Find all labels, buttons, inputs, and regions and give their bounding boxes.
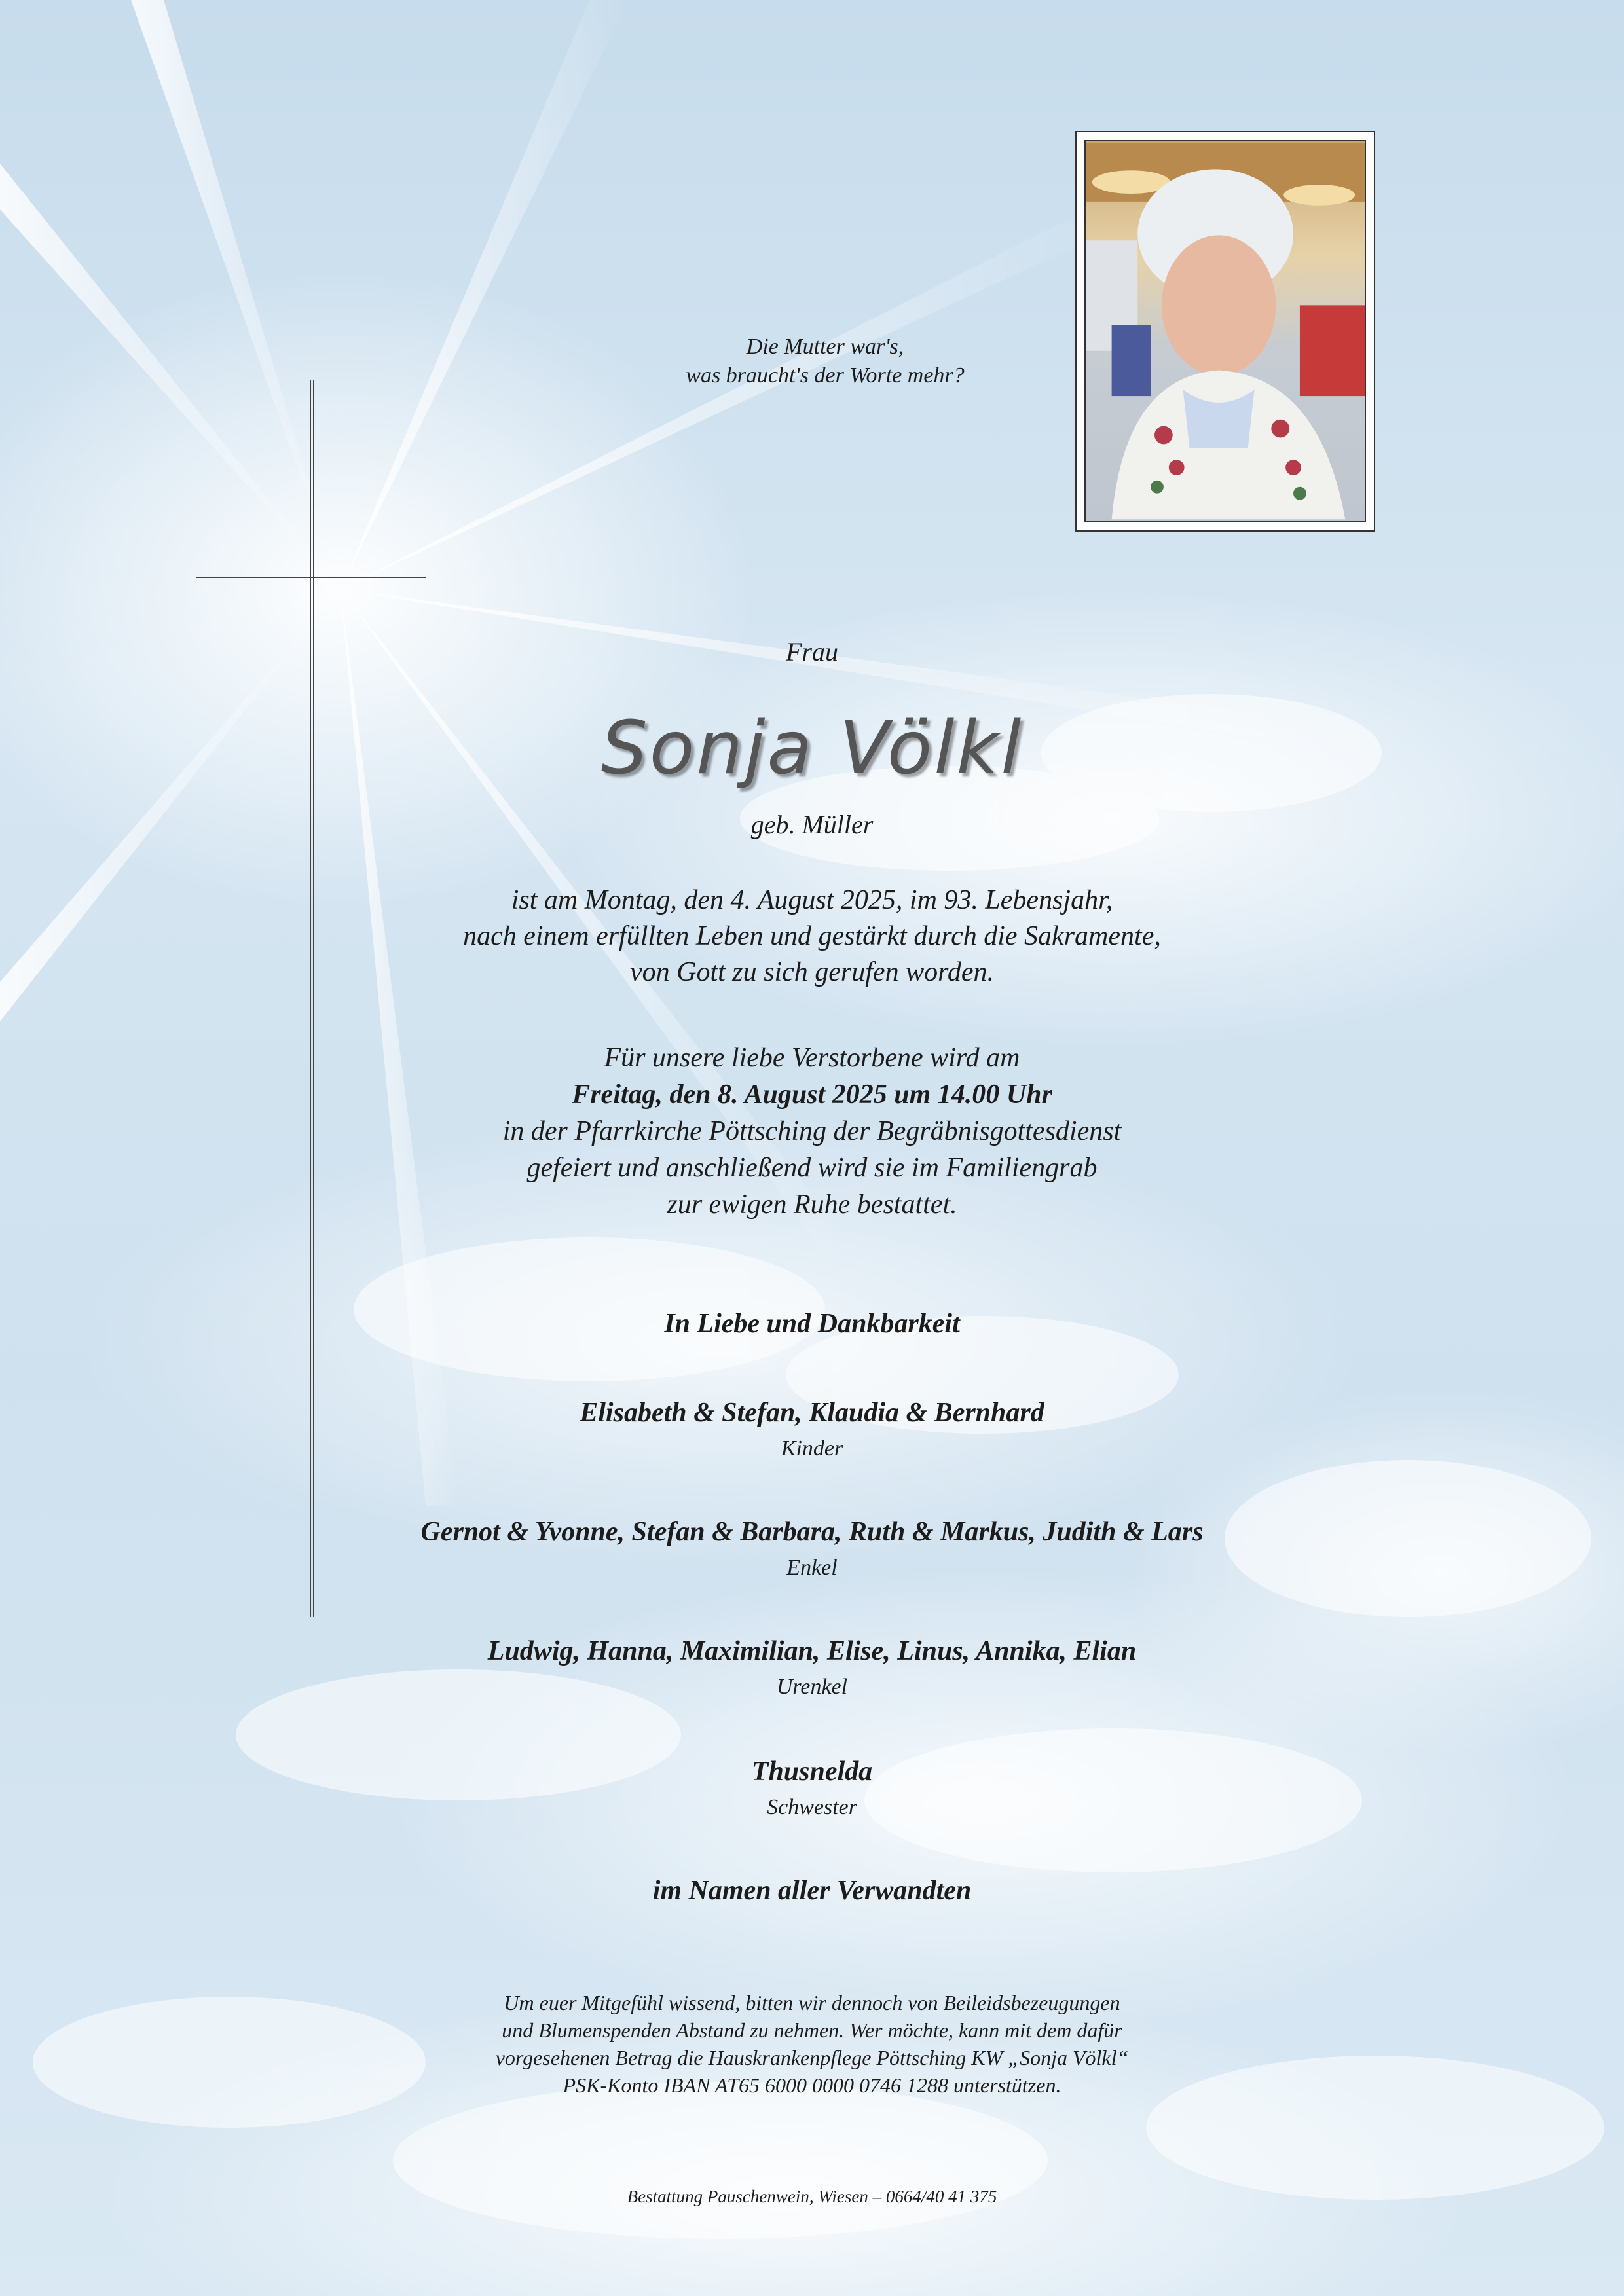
mourner-relation: Urenkel xyxy=(776,1675,848,1699)
gratitude-line: In Liebe und Dankbarkeit xyxy=(664,1309,960,1339)
death-notice xyxy=(0,883,1624,991)
quote-line: was braucht's der Worte mehr? xyxy=(686,363,965,388)
quote-line: Die Mutter war's, xyxy=(746,335,904,359)
undertaker-footer: Bestattung Pauschenwein, Wiesen – 0664/40 41 375 xyxy=(627,2187,997,2206)
donation-note-line: und Blumenspenden Abstand zu nehmen. Wer möchte, kann mit dem dafür xyxy=(502,2018,1122,2042)
cross-vertical-beam xyxy=(310,380,314,1617)
deceased-name: Sonja Völkl xyxy=(600,706,1024,791)
funeral-detail-line: in der Pfarrkirche Pöttsching der Begräbnisgottesdienst xyxy=(502,1116,1122,1146)
funeral-info xyxy=(0,1040,1624,1223)
mourner-names: Thusnelda xyxy=(751,1757,873,1787)
closing-line: im Namen aller Verwandten xyxy=(652,1876,972,1906)
donation-note-line: vorgesehenen Betrag die Hauskrankenpflege Pöttsching KW „Sonja Völkl“ xyxy=(495,2046,1129,2069)
mourner-names: Gernot & Yvonne, Stefan & Barbara, Ruth & Markus, Judith & Lars xyxy=(420,1517,1204,1547)
funeral-date: Freitag, den 8. August 2025 um 14.00 Uhr xyxy=(572,1080,1052,1110)
portrait-photo-icon xyxy=(1086,141,1365,521)
portrait-photo xyxy=(1084,140,1366,522)
portrait-frame xyxy=(1075,131,1375,532)
funeral-detail-line: zur ewigen Ruhe bestattet. xyxy=(667,1190,957,1220)
mourner-relation: Enkel xyxy=(786,1556,838,1580)
donation-note-line: PSK-Konto IBAN AT65 6000 0000 0746 1288 unterstützen. xyxy=(563,2073,1061,2097)
mourner-names: Ludwig, Hanna, Maximilian, Elise, Linus, Annika, Elian xyxy=(487,1636,1137,1666)
mourner-relation: Schwester xyxy=(767,1795,857,1819)
funeral-detail-line: gefeiert und anschließend wird sie im Familiengrab xyxy=(526,1153,1098,1183)
birth-name: geb. Müller xyxy=(750,810,874,839)
cross-horizontal-beam xyxy=(196,577,426,581)
death-notice-line: von Gott zu sich gerufen worden. xyxy=(629,957,995,987)
death-notice-line: nach einem erfüllten Leben und gestärkt durch die Sakramente, xyxy=(463,921,1161,951)
donation-note-line: Um euer Mitgefühl wissend, bitten wir dennoch von Beileidsbezeugungen xyxy=(504,1991,1120,2014)
donation-note xyxy=(0,1989,1624,2099)
memorial-quote xyxy=(596,333,1054,390)
death-notice-line: ist am Montag, den 4. August 2025, im 93. Lebensjahr, xyxy=(511,885,1113,915)
mourner-relation: Kinder xyxy=(781,1436,843,1461)
mourner-names: Elisabeth & Stefan, Klaudia & Bernhard xyxy=(580,1398,1044,1428)
funeral-intro: Für unsere liebe Verstorbene wird am xyxy=(604,1043,1020,1073)
salutation: Frau xyxy=(786,637,838,666)
